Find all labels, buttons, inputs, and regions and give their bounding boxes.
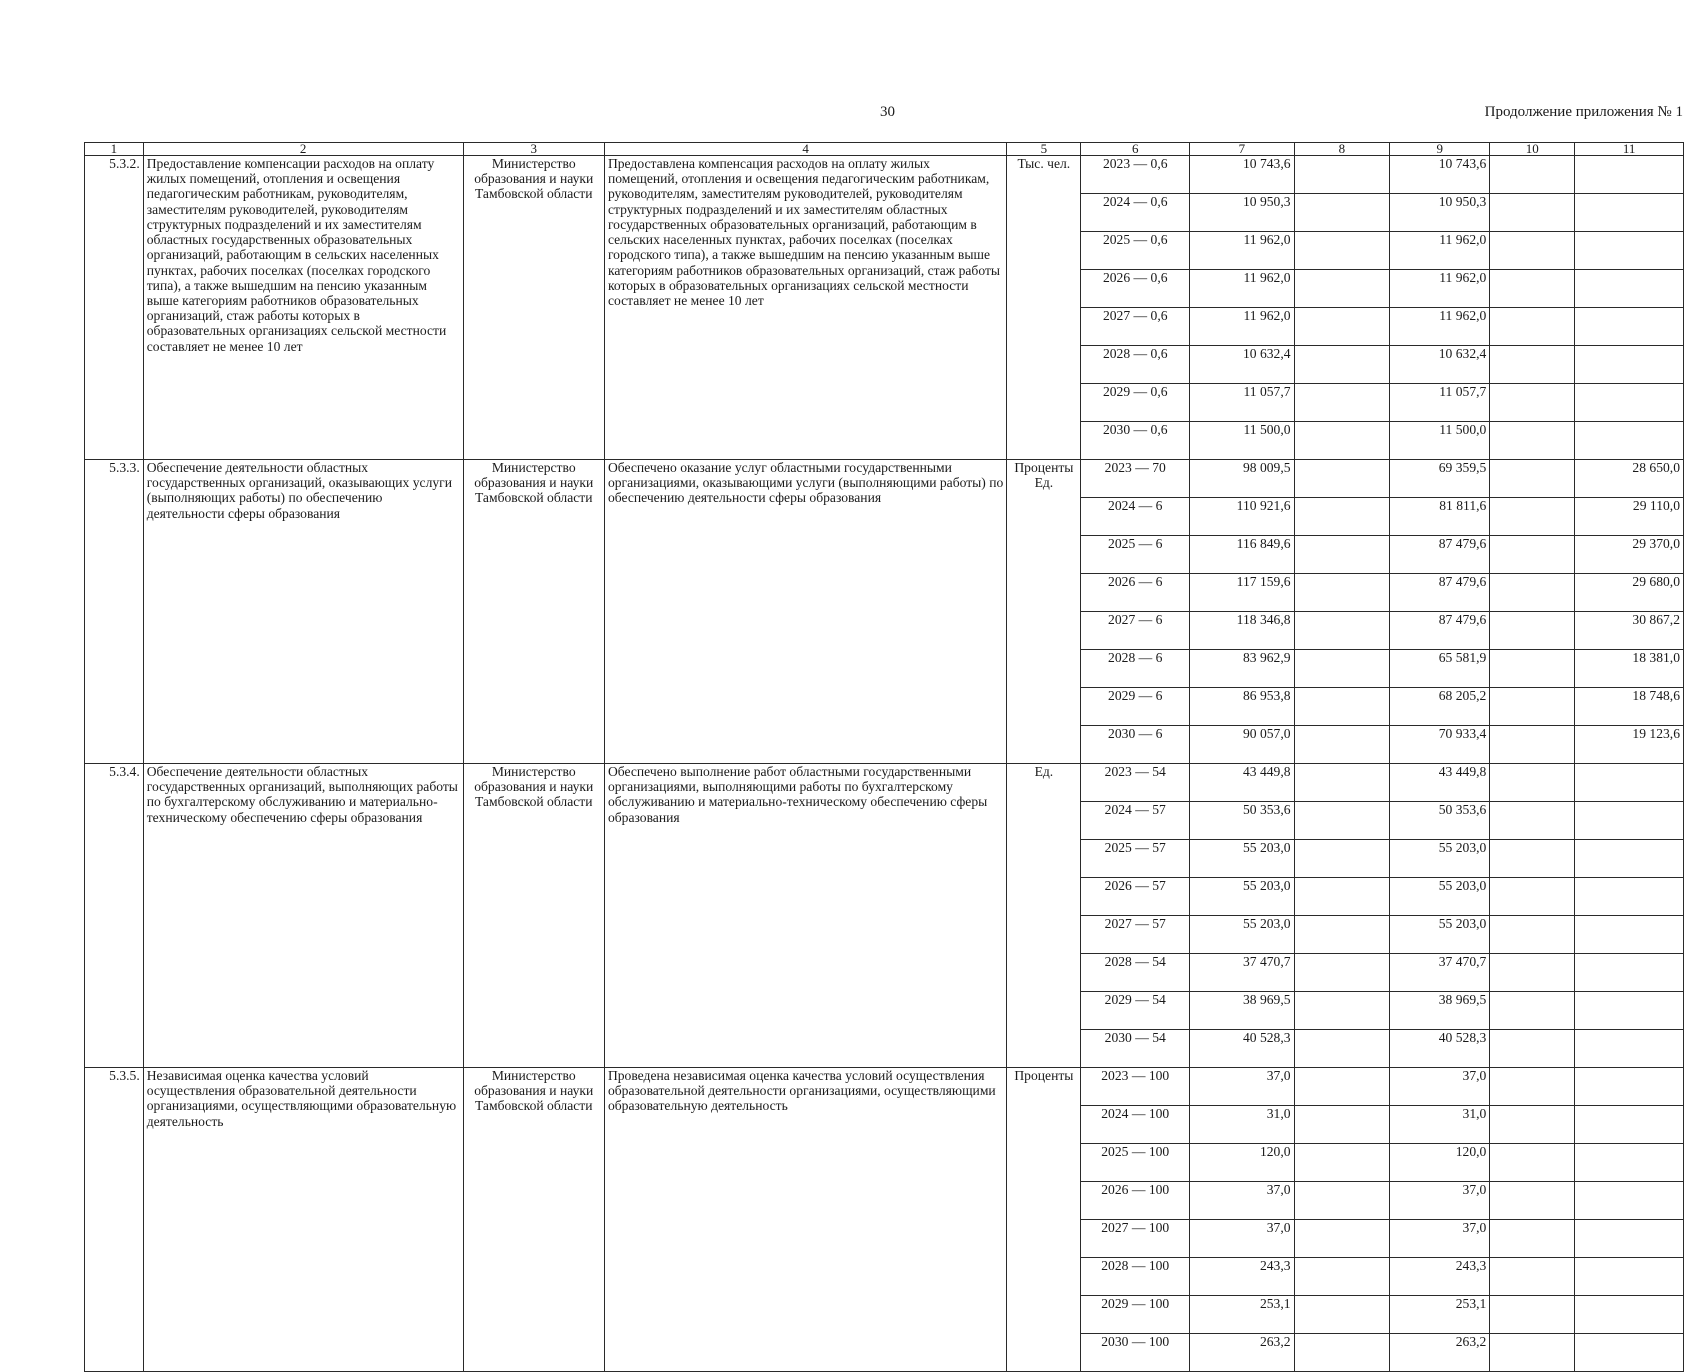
col11-value	[1575, 194, 1684, 232]
col7-value: 37,0	[1190, 1068, 1294, 1106]
col9-value: 253,1	[1390, 1296, 1490, 1334]
col7-value: 110 921,6	[1190, 498, 1294, 536]
col7-value: 117 159,6	[1190, 574, 1294, 612]
col9-value: 68 205,2	[1390, 688, 1490, 726]
year-value: 2026 — 0,6	[1081, 270, 1190, 308]
col9-value: 120,0	[1390, 1144, 1490, 1182]
year-value: 2028 — 6	[1081, 650, 1190, 688]
col10-value	[1490, 232, 1575, 270]
item-units	[1007, 1068, 1081, 1372]
table-row	[85, 156, 1684, 194]
col9-value: 10 632,4	[1390, 346, 1490, 384]
year-value: 2024 — 100	[1081, 1106, 1190, 1144]
col11-value	[1575, 1068, 1684, 1106]
col8-value	[1294, 574, 1390, 612]
item-result: Предоставлена компенсация расходов на оплату жилых помещений, отопления и освещения педагогическим работникам, руководителям, заместителям руководителей, руководителям структурных подразделений и их заместителям областных государственных образовательных организаций, работающим в сельских населенных пунктах, рабочих поселках (поселках городского типа), а также вышедшим на пенсию указанным выше категориям работников образовательных организаций, стаж работы которых в образовательных организациях сельской местности составляет не менее 10 лет	[604, 156, 1006, 460]
col10-value	[1490, 1068, 1575, 1106]
col9-value: 55 203,0	[1390, 840, 1490, 878]
col9-value: 11 500,0	[1390, 422, 1490, 460]
col7-value: 11 057,7	[1190, 384, 1294, 422]
item-result: Проведена независимая оценка качества условий осуществления образовательной деятельности организациями, осуществляющими образовательную деятельность	[604, 1068, 1006, 1372]
year-value: 2027 — 100	[1081, 1220, 1190, 1258]
col7-value: 43 449,8	[1190, 764, 1294, 802]
year-value: 2027 — 0,6	[1081, 308, 1190, 346]
col10-value	[1490, 384, 1575, 422]
col11-value: 28 650,0	[1575, 460, 1684, 498]
col8-value	[1294, 422, 1390, 460]
col8-value	[1294, 194, 1390, 232]
year-value: 2028 — 54	[1081, 954, 1190, 992]
col9-value: 81 811,6	[1390, 498, 1490, 536]
col11-value	[1575, 802, 1684, 840]
continuation-title: Продолжение приложения № 1	[1484, 104, 1683, 120]
col-header-9: 9	[1390, 143, 1490, 156]
col9-value: 40 528,3	[1390, 1030, 1490, 1068]
col9-value: 69 359,5	[1390, 460, 1490, 498]
col10-value	[1490, 308, 1575, 346]
col8-value	[1294, 460, 1390, 498]
col11-value: 18 381,0	[1575, 650, 1684, 688]
item-result: Обеспечено выполнение работ областными государственными организациями, выполняющими работы по бухгалтерскому обслуживанию и материально-техническому обеспечению сферы образования	[604, 764, 1006, 1068]
col9-value: 50 353,6	[1390, 802, 1490, 840]
col9-value: 43 449,8	[1390, 764, 1490, 802]
year-value: 2028 — 100	[1081, 1258, 1190, 1296]
col11-value	[1575, 1258, 1684, 1296]
unit-label: Ед.	[1034, 764, 1054, 779]
col8-value	[1294, 384, 1390, 422]
col10-value	[1490, 878, 1575, 916]
year-value: 2030 — 6	[1081, 726, 1190, 764]
col8-value	[1294, 878, 1390, 916]
col9-value: 243,3	[1390, 1258, 1490, 1296]
item-number: 5.3.3.	[85, 460, 144, 764]
program-table	[84, 142, 1684, 1372]
col10-value	[1490, 764, 1575, 802]
col8-value	[1294, 232, 1390, 270]
year-value: 2024 — 6	[1081, 498, 1190, 536]
col9-value: 87 479,6	[1390, 574, 1490, 612]
col8-value	[1294, 726, 1390, 764]
col7-value: 55 203,0	[1190, 878, 1294, 916]
col9-value: 31,0	[1390, 1106, 1490, 1144]
col9-value: 65 581,9	[1390, 650, 1490, 688]
col7-value: 11 962,0	[1190, 270, 1294, 308]
col10-value	[1490, 650, 1575, 688]
col8-value	[1294, 1030, 1390, 1068]
col-header-2: 2	[143, 143, 463, 156]
col11-value	[1575, 992, 1684, 1030]
col9-value: 11 962,0	[1390, 232, 1490, 270]
col11-value	[1575, 232, 1684, 270]
unit-label: Ед.	[1034, 475, 1054, 491]
item-number: 5.3.2.	[85, 156, 144, 460]
col8-value	[1294, 346, 1390, 384]
col10-value	[1490, 1030, 1575, 1068]
col9-value: 87 479,6	[1390, 536, 1490, 574]
unit-label: Проценты	[1014, 1068, 1074, 1083]
col7-value: 116 849,6	[1190, 536, 1294, 574]
col9-value: 70 933,4	[1390, 726, 1490, 764]
item-units	[1007, 764, 1081, 1068]
col8-value	[1294, 1296, 1390, 1334]
col7-value: 37,0	[1190, 1182, 1294, 1220]
year-value: 2023 — 0,6	[1081, 156, 1190, 194]
col7-value: 10 950,3	[1190, 194, 1294, 232]
col10-value	[1490, 726, 1575, 764]
col7-value: 98 009,5	[1190, 460, 1294, 498]
col-header-8: 8	[1294, 143, 1390, 156]
year-value: 2027 — 57	[1081, 916, 1190, 954]
year-value: 2025 — 57	[1081, 840, 1190, 878]
col7-value: 10 743,6	[1190, 156, 1294, 194]
item-result: Обеспечено оказание услуг областными государственными организациями, оказывающими услуги (выполняющими работы) по обеспечению деятельности сферы образования	[604, 460, 1006, 764]
col11-value	[1575, 422, 1684, 460]
col9-value: 38 969,5	[1390, 992, 1490, 1030]
col7-value: 11 500,0	[1190, 422, 1294, 460]
col11-value	[1575, 384, 1684, 422]
unit-label: Проценты	[1014, 460, 1074, 475]
col8-value	[1294, 1258, 1390, 1296]
col7-value: 243,3	[1190, 1258, 1294, 1296]
col10-value	[1490, 954, 1575, 992]
item-executor: Министерство образования и науки Тамбовской области	[463, 1068, 604, 1372]
col11-value: 29 680,0	[1575, 574, 1684, 612]
page-number: 30	[880, 104, 895, 120]
col7-value: 253,1	[1190, 1296, 1294, 1334]
col10-value	[1490, 156, 1575, 194]
year-value: 2030 — 0,6	[1081, 422, 1190, 460]
col8-value	[1294, 498, 1390, 536]
col9-value: 37,0	[1390, 1182, 1490, 1220]
year-value: 2029 — 100	[1081, 1296, 1190, 1334]
col-header-4: 4	[604, 143, 1006, 156]
col11-value	[1575, 840, 1684, 878]
col9-value: 10 743,6	[1390, 156, 1490, 194]
col7-value: 10 632,4	[1190, 346, 1294, 384]
col11-value	[1575, 1144, 1684, 1182]
col11-value	[1575, 1296, 1684, 1334]
col11-value	[1575, 1182, 1684, 1220]
col-header-3: 3	[463, 143, 604, 156]
col10-value	[1490, 840, 1575, 878]
year-value: 2030 — 54	[1081, 1030, 1190, 1068]
item-name: Обеспечение деятельности областных государственных организаций, оказывающих услуги (выполняющих работы) по обеспечению деятельности сферы образования	[143, 460, 463, 764]
col8-value	[1294, 992, 1390, 1030]
col8-value	[1294, 1334, 1390, 1372]
col-header-1: 1	[85, 143, 144, 156]
col7-value: 37 470,7	[1190, 954, 1294, 992]
item-executor: Министерство образования и науки Тамбовской области	[463, 156, 604, 460]
col9-value: 37,0	[1390, 1068, 1490, 1106]
col10-value	[1490, 346, 1575, 384]
item-number: 5.3.4.	[85, 764, 144, 1068]
col7-value: 40 528,3	[1190, 1030, 1294, 1068]
year-value: 2025 — 100	[1081, 1144, 1190, 1182]
col-header-7: 7	[1190, 143, 1294, 156]
col-header-11: 11	[1575, 143, 1684, 156]
table-row	[85, 1068, 1684, 1106]
item-units	[1007, 156, 1081, 460]
col-header-5: 5	[1007, 143, 1081, 156]
col10-value	[1490, 536, 1575, 574]
item-executor: Министерство образования и науки Тамбовской области	[463, 764, 604, 1068]
col10-value	[1490, 194, 1575, 232]
col9-value: 11 962,0	[1390, 270, 1490, 308]
col8-value	[1294, 650, 1390, 688]
col8-value	[1294, 1220, 1390, 1258]
item-name: Предоставление компенсации расходов на оплату жилых помещений, отопления и освещения педагогическим работникам, руководителям, заместителям руководителей, руководителям структурных подразделений и их заместителям областных государственных образовательных организаций, работающим в сельских населенных пунктах, рабочих поселках (поселках городского типа), а также вышедшим на пенсию указанным выше категориям работников образовательных организаций, стаж работы которых в образовательных организациях сельской местности составляет не менее 10 лет	[143, 156, 463, 460]
col9-value: 37 470,7	[1390, 954, 1490, 992]
table-row	[85, 460, 1684, 498]
col8-value	[1294, 270, 1390, 308]
col7-value: 11 962,0	[1190, 308, 1294, 346]
year-value: 2024 — 0,6	[1081, 194, 1190, 232]
col11-value	[1575, 308, 1684, 346]
col7-value: 86 953,8	[1190, 688, 1294, 726]
year-value: 2023 — 70	[1081, 460, 1190, 498]
col8-value	[1294, 1106, 1390, 1144]
header-row	[85, 143, 1684, 156]
col8-value	[1294, 916, 1390, 954]
col10-value	[1490, 1334, 1575, 1372]
year-value: 2026 — 6	[1081, 574, 1190, 612]
col7-value: 263,2	[1190, 1334, 1294, 1372]
col8-value	[1294, 802, 1390, 840]
col10-value	[1490, 422, 1575, 460]
col7-value: 55 203,0	[1190, 840, 1294, 878]
col10-value	[1490, 688, 1575, 726]
year-value: 2029 — 0,6	[1081, 384, 1190, 422]
col11-value	[1575, 270, 1684, 308]
item-name: Обеспечение деятельности областных государственных организаций, выполняющих работы по бухгалтерскому обслуживанию и материально-техническому обеспечению сферы образования	[143, 764, 463, 1068]
col11-value	[1575, 1334, 1684, 1372]
item-units	[1007, 460, 1081, 764]
col8-value	[1294, 612, 1390, 650]
year-value: 2026 — 100	[1081, 1182, 1190, 1220]
col11-value	[1575, 1106, 1684, 1144]
col10-value	[1490, 574, 1575, 612]
item-executor: Министерство образования и науки Тамбовской области	[463, 460, 604, 764]
year-value: 2029 — 54	[1081, 992, 1190, 1030]
year-value: 2026 — 57	[1081, 878, 1190, 916]
col7-value: 83 962,9	[1190, 650, 1294, 688]
col8-value	[1294, 308, 1390, 346]
col7-value: 11 962,0	[1190, 232, 1294, 270]
col9-value: 10 950,3	[1390, 194, 1490, 232]
col11-value	[1575, 346, 1684, 384]
year-value: 2030 — 100	[1081, 1334, 1190, 1372]
col11-value	[1575, 916, 1684, 954]
col8-value	[1294, 764, 1390, 802]
col7-value: 50 353,6	[1190, 802, 1294, 840]
col10-value	[1490, 270, 1575, 308]
col10-value	[1490, 916, 1575, 954]
year-value: 2025 — 0,6	[1081, 232, 1190, 270]
year-value: 2024 — 57	[1081, 802, 1190, 840]
col7-value: 31,0	[1190, 1106, 1294, 1144]
col8-value	[1294, 536, 1390, 574]
year-value: 2023 — 100	[1081, 1068, 1190, 1106]
col8-value	[1294, 1182, 1390, 1220]
col11-value	[1575, 156, 1684, 194]
col11-value	[1575, 878, 1684, 916]
col10-value	[1490, 1144, 1575, 1182]
col7-value: 55 203,0	[1190, 916, 1294, 954]
col10-value	[1490, 802, 1575, 840]
col10-value	[1490, 612, 1575, 650]
item-name: Независимая оценка качества условий осуществления образовательной деятельности организациями, осуществляющими образовательную деятельность	[143, 1068, 463, 1372]
table-row	[85, 764, 1684, 802]
unit-label: Тыс. чел.	[1017, 156, 1071, 171]
year-value: 2029 — 6	[1081, 688, 1190, 726]
col11-value	[1575, 1030, 1684, 1068]
col7-value: 118 346,8	[1190, 612, 1294, 650]
col10-value	[1490, 460, 1575, 498]
col11-value	[1575, 1220, 1684, 1258]
col9-value: 55 203,0	[1390, 878, 1490, 916]
col10-value	[1490, 1182, 1575, 1220]
col7-value: 38 969,5	[1190, 992, 1294, 1030]
col11-value: 29 110,0	[1575, 498, 1684, 536]
col10-value	[1490, 1296, 1575, 1334]
col7-value: 120,0	[1190, 1144, 1294, 1182]
col11-value	[1575, 954, 1684, 992]
col8-value	[1294, 156, 1390, 194]
year-value: 2023 — 54	[1081, 764, 1190, 802]
col11-value: 18 748,6	[1575, 688, 1684, 726]
col-header-6: 6	[1081, 143, 1190, 156]
col8-value	[1294, 688, 1390, 726]
col11-value: 19 123,6	[1575, 726, 1684, 764]
col8-value	[1294, 1144, 1390, 1182]
col7-value: 37,0	[1190, 1220, 1294, 1258]
col11-value: 30 867,2	[1575, 612, 1684, 650]
col9-value: 11 057,7	[1390, 384, 1490, 422]
col8-value	[1294, 1068, 1390, 1106]
col-header-10: 10	[1490, 143, 1575, 156]
col7-value: 90 057,0	[1190, 726, 1294, 764]
col11-value	[1575, 764, 1684, 802]
col10-value	[1490, 1106, 1575, 1144]
col10-value	[1490, 1258, 1575, 1296]
col9-value: 87 479,6	[1390, 612, 1490, 650]
year-value: 2027 — 6	[1081, 612, 1190, 650]
col10-value	[1490, 992, 1575, 1030]
col9-value: 263,2	[1390, 1334, 1490, 1372]
year-value: 2025 — 6	[1081, 536, 1190, 574]
col10-value	[1490, 1220, 1575, 1258]
col11-value: 29 370,0	[1575, 536, 1684, 574]
year-value: 2028 — 0,6	[1081, 346, 1190, 384]
col9-value: 11 962,0	[1390, 308, 1490, 346]
col8-value	[1294, 954, 1390, 992]
col8-value	[1294, 840, 1390, 878]
col9-value: 55 203,0	[1390, 916, 1490, 954]
col9-value: 37,0	[1390, 1220, 1490, 1258]
item-number: 5.3.5.	[85, 1068, 144, 1372]
col10-value	[1490, 498, 1575, 536]
